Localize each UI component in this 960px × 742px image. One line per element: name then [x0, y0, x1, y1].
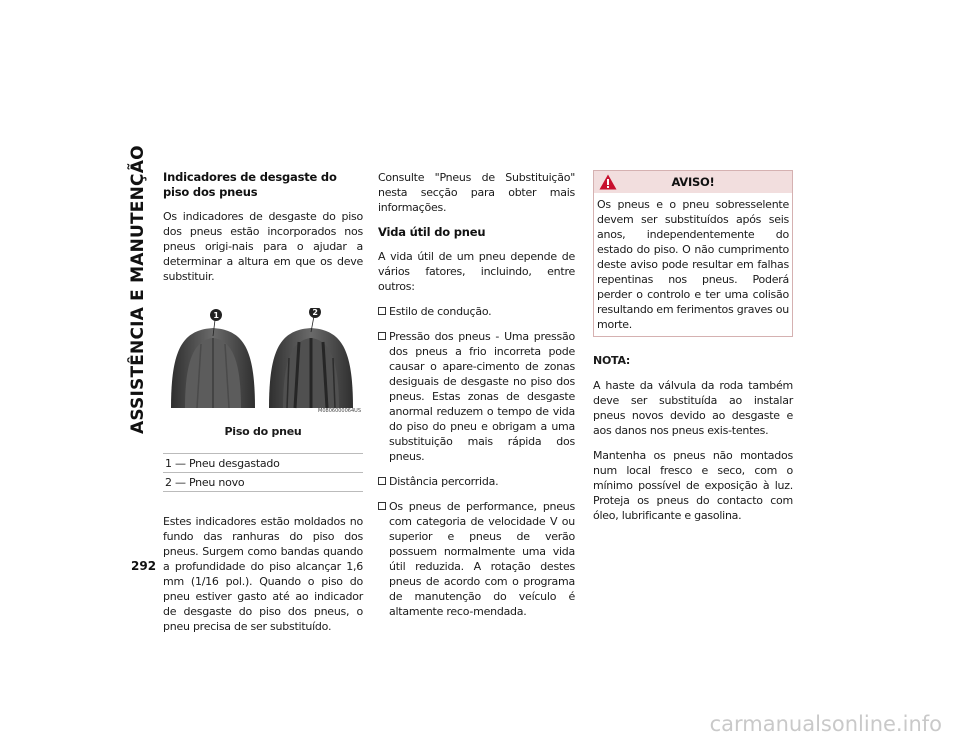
callout-2-label: 2: [312, 308, 318, 317]
tread-wear-heading: Indicadores de desgaste do piso dos pneus: [163, 170, 337, 199]
warning-text: Os pneus e o pneu sobresselente devem ser substituídos após seis anos, independentemente do estado do piso. O não cumprimento deste aviso pode resultar em falhas repentinas nos pneus. Poderá perder o controlo e ter uma colisão resultando em ferimentos graves ou morte.: [597, 198, 789, 331]
page-number: 292: [131, 559, 157, 573]
list-item: Os pneus de performance, pneus com categoria de velocidade V ou superior e pneus de verão possuem normalmente uma vida útil reduzida. A rotação destes pneus de acordo com o programa de manutenção do veículo é altamente reco-mendada.: [378, 499, 575, 619]
warning-box: [593, 170, 793, 337]
warning-title: AVISO!: [671, 174, 715, 189]
column-3: [593, 170, 793, 533]
tread-wear-intro: Os indicadores de desgaste do piso dos pneus estão incorporados nos pneus origi-nais para o ajudar a determinar a altura em que os deve substituir.: [163, 210, 363, 283]
worn-tire-image: [171, 328, 255, 408]
note-title: NOTA:: [593, 354, 631, 367]
legend-row: 1 — Pneu desgastado: [163, 454, 363, 473]
watermark: carmanualsonline.info: [709, 712, 942, 736]
callout-1-marker: [210, 309, 222, 321]
list-item: Distância percorrida.: [378, 474, 575, 489]
figure-caption: Piso do pneu: [224, 425, 302, 438]
square-bullet-icon: [378, 307, 386, 315]
figure-legend: [163, 453, 363, 492]
square-bullet-icon: [378, 502, 386, 510]
tire-illustration: [163, 308, 363, 412]
new-tire-image: [269, 328, 353, 408]
tread-wear-body: Estes indicadores estão moldados no fundo das ranhuras do piso dos pneus. Surgem como bandas quando a profundidade do piso alcançar 1,6 mm (1/16 pol.). Quando o piso do pneu estiver gasto até ao indicador de desgaste do piso dos pneus, o pneu precisa de ser substituído.: [163, 515, 363, 633]
tire-life-factors-list: [378, 304, 575, 619]
square-bullet-icon: [378, 332, 386, 340]
legend-row: 2 — Pneu novo: [163, 473, 363, 492]
callout-1-label: 1: [213, 311, 219, 320]
column-1: [163, 170, 363, 644]
warning-header: [594, 171, 792, 193]
square-bullet-icon: [378, 477, 386, 485]
tire-life-heading: Vida útil do pneu: [378, 225, 486, 239]
tire-tread-figure: [163, 308, 363, 424]
column-2: [378, 170, 575, 629]
storage-text: Mantenha os pneus não montados num local fresco e seco, com o mínimo possível de exposição à luz. Proteja os pneus do contacto com óleo, lubrificante e gasolina.: [593, 449, 793, 522]
replacement-reference: Consulte "Pneus de Substituição" nesta secção para obter mais informações.: [378, 171, 575, 214]
note-text: A haste da válvula da roda também deve ser substituída ao instalar pneus novos devido ao desgaste e aos danos nos pneus exis-tentes.: [593, 379, 793, 437]
callout-2-marker: [309, 308, 321, 318]
section-side-title: ASSISTÊNCIA E MANUTENÇÃO: [128, 145, 148, 434]
warning-triangle-icon: [599, 174, 617, 190]
list-item: Estilo de condução.: [378, 304, 575, 319]
list-item: Pressão dos pneus - Uma pressão dos pneus a frio incorreta pode causar o apare-cimento de zonas desiguais de desgaste no piso dos pneus. Estas zonas de desgaste anormal reduzem o tempo de vida do piso do pneu e obrigam a uma substituição mais rápida dos pneus.: [378, 329, 575, 464]
tire-life-lead: A vida útil de um pneu depende de vários fatores, incluindo, entre outros:: [378, 250, 575, 293]
figure-code: M0806000064US: [318, 408, 361, 414]
